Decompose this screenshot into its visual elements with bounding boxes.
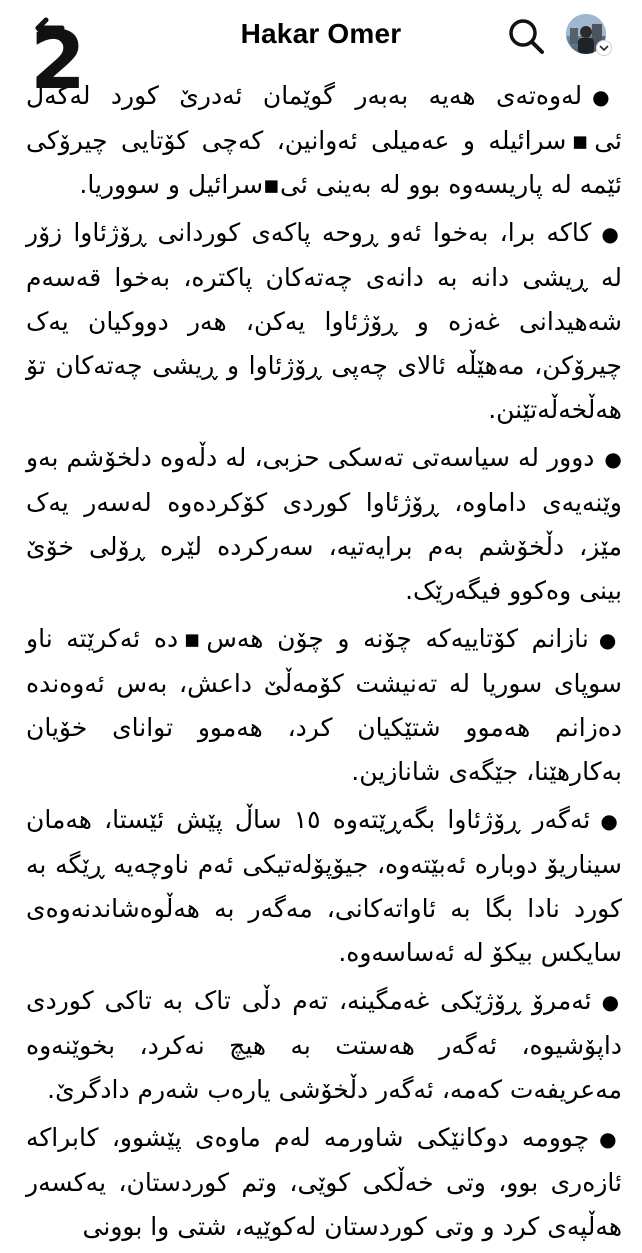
post-paragraph xyxy=(26,979,622,1112)
post-paragraph xyxy=(26,211,622,432)
post-paragraph xyxy=(26,1116,622,1249)
chevron-down-icon xyxy=(596,40,612,56)
post-paragraph xyxy=(26,74,622,207)
bullet: ● xyxy=(604,447,622,471)
badge-number: 2 xyxy=(30,14,86,96)
post-paragraph xyxy=(26,436,622,613)
profile-menu-button[interactable] xyxy=(566,14,614,60)
paragraph-text: کاکە برا، بەخوا ئەو ڕوحە پاکەی کوردانی ڕۆژئاوا زۆر لە ڕیشی دانە بە دانەی چەتەکان پاکترە، بەخوا قەسەم شەهیدانی غەزە و ڕۆژئاوا یەکن، هەر دووکیان یەک چیرۆکن، مەهێڵە ئالای چەپی ڕۆژئاوا و ڕیشی چەتەکان تۆ هەڵخەڵەتێنن. xyxy=(26,218,622,424)
top-bar xyxy=(0,0,642,96)
bullet: ● xyxy=(600,809,622,833)
paragraph-text: چوومە دوکانێکی شاورمە لەم ماوەی پێشوو، کابراکە ئازەری بوو، وتی خەڵکی کوێی، وتم کوردستان، یەکسەر هەڵپەی کرد و وتی کوردستان لەکوێیە، شتی وا بوونی xyxy=(26,1123,622,1241)
search-icon xyxy=(506,16,546,56)
paragraph-text: لەوەتەی هەیە بەبەر گوێمان ئەدرێ کورد لەگەل ئی▪سرائیلە و عەمیلی ئەوانین، کەچی کۆتایی چیرۆکی ئێمە لە پاریسەوە بوو لە بەینی ئی▪سرائیل و سووریا. xyxy=(26,81,622,199)
post-body xyxy=(26,74,622,1253)
paragraph-text: ئەمرۆ ڕۆژێکی غەمگینە، تەم دڵی تاک بە تاکی کوردی داپۆشیوە، ئەگەر هەستت بە هیچ نەکرد، بخوێنەوە مەعریفەت کەمە، ئەگەر دڵخۆشی یارەب شەرم دادگرێ. xyxy=(26,986,622,1104)
paragraph-text: نازانم کۆتاییەکە چۆنە و چۆن هەس▪دە ئەکرێتە ناو سوپای سوریا لە تەنیشت کۆمەڵێ داعش، بەس ئەوەندە دەزانم هەموو شتێکیان کرد، هەموو توانای خۆیان بەکارهێنا، جێگەی شانازین. xyxy=(26,624,622,786)
bullet: ● xyxy=(601,222,622,246)
bullet: ● xyxy=(592,85,622,109)
search-button[interactable] xyxy=(506,16,546,56)
post-paragraph xyxy=(26,798,622,975)
bullet: ● xyxy=(601,990,623,1014)
bullet: ● xyxy=(599,1127,622,1151)
paragraph-text: ئەگەر ڕۆژئاوا بگەڕێتەوە ١٥ ساڵ پێش ئێستا، هەمان سیناریۆ دوبارە ئەبێتەوە، جیۆپۆلەتیکی ئەم ناوچەیە ڕێگە بە کورد نادا بگا بە ئاواتەکانی، مەگەر بە هەڵوەشاندنەوەی سایکس بیکۆ لە ئەساسەوە. xyxy=(26,805,622,967)
paragraph-text: دوور لە سیاسەتی تەسکی حزبی، لە دڵەوە دلخۆشم بەو وێنەیەی داماوە، ڕۆژئاوا کوردی کۆکردەوە لەسەر یەک مێز، دڵخۆشم بەم برایەتیە، سەرکردە لێرە ڕۆلی خۆێ بینی وەکوو فیگەرێک. xyxy=(26,443,622,605)
bullet: ● xyxy=(598,628,622,652)
page-title: Hakar Omer xyxy=(240,18,402,49)
post-paragraph xyxy=(26,617,622,794)
